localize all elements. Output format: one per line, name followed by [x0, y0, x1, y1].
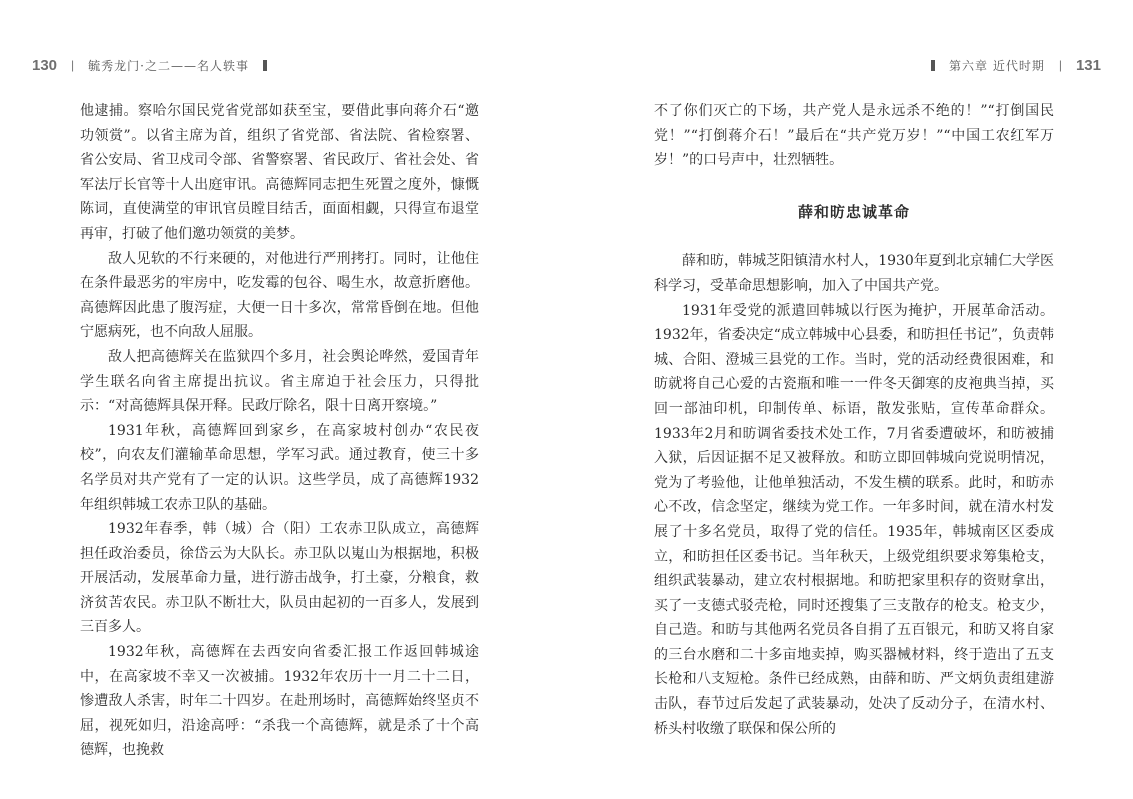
left-page [0, 0, 566, 799]
right-page-header [931, 55, 1101, 75]
right-body-text [654, 99, 1054, 741]
paragraph: 1932年春季，韩（城）合（阳）工农赤卫队成立，高德辉担任政治委员，徐岱云为大队长。赤卫队以嵬山为根据地，积极开展活动，发展革命力量，进行游击战争，打土豪，分粮食，救济贫苦农民。赤卫队不断壮大，队员由起初的一百多人，发展到三百多人。 [80, 521, 479, 636]
paragraph: 不了你们灭亡的下场，共产党人是永远杀不绝的！”“打倒国民党！”“打倒蒋介石！”最后在“共产党万岁！”“中国工农红军万岁！”的口号声中，壮烈牺牲。 [654, 103, 1054, 169]
paragraph: 敌人见软的不行来硬的，对他进行严刑拷打。同时，让他住在条件最恶劣的牢房中，吃发霉的包谷、喝生水，故意折磨他。高德辉因此患了腹泻症，大便一日十多次，常常昏倒在地。但他宁愿病死，也不向敌人屈服。 [80, 250, 479, 341]
chapter-title: 第六章 近代时期 [949, 58, 1045, 73]
header-bar-mark [263, 60, 267, 71]
paragraph: 他逮捕。察哈尔国民党省党部如获至宝，要借此事向蒋介石“邀功领赏”。以省主席为首，组织了省党部、省法院、省检察署、省公安局、省卫戍司令部、省警察署、省民政厅、省社会处、省军法厅长官等十人出庭审讯。高德辉同志把生死置之度外，慷慨陈词，直使满堂的审讯官员瞠目结舌，面面相觑，只得宣布退堂再审，打破了他们邀功领赏的美梦。 [80, 103, 479, 242]
paragraph: 敌人把高德辉关在监狱四个多月，社会舆论哗然，爱国青年学生联名向省主席提出抗议。省主席迫于社会压力，只得批示：“对高德辉具保开释。民政厅除名，限十日离开察境。” [80, 348, 479, 415]
paragraph: 1931年受党的派遣回韩城以行医为掩护，开展革命活动。1932年，省委决定“成立韩城中心县委，和昉担任书记”，负责韩城、合阳、澄城三县党的工作。当时，党的活动经费很困难，和昉就将自己心爱的古瓷瓶和唯一一件冬天御寒的皮袍典当掉，买回一部油印机，印制传单、标语，散发张贴，宣传革命群众。1933年2月和昉调省委技术处工作，7月省委遭破坏，和昉被捕入狱，后因证据不足又被释放。和昉立即回韩城向党说明情况，党为了考验他，让他单独活动，不发生横的联系。此时，和昉赤心不改，信念坚定，继续为党工作。一年多时间，就在清水村发展了十多名党员，取得了党的信任。1935年，韩城南区区委成立，和昉担任区委书记。当年秋天，上级党组织要求筹集枪支，组织武装暴动，建立农村根据地。和昉把家里积存的资财拿出，买了一支德式驳壳枪，同时还搜集了三支散存的枪支。枪支少，自己造。和昉与其他两名党员各自捐了五百银元，和昉又将自家的三台水磨和二十多亩地卖掉，购买器械材料，终于造出了五支长枪和八支短枪。条件已经成熟，由薛和昉、严文炳负责组建游击队，春节过后发起了武装暴动，处决了反动分子，在清水村、桥头村收缴了联保和保公所的 [654, 302, 1054, 737]
header-separator: | [1058, 58, 1062, 72]
paragraph: 1932年秋，高德辉在去西安向省委汇报工作返回韩城途中，在高家坡不幸又一次被捕。1932年农历十一月二十二日，惨遭敌人杀害，时年二十四岁。在赴刑场时，高德辉始终坚贞不屈，视死如归，沿途高呼：“杀我一个高德辉，就是杀了十个高德辉，也挽救 [80, 644, 479, 759]
header-separator: | [71, 58, 75, 72]
paragraph: 1931年秋，高德辉回到家乡，在高家坡村创办“农民夜校”，向农友们灌输革命思想，学军习武。通过教育，使三十多名学员对共产党有了一定的认识。这些学员，成了高德辉1932年组织韩城工农赤卫队的基础。 [80, 422, 479, 513]
header-bar-mark [931, 60, 935, 71]
page-number: 130 [32, 56, 58, 74]
left-body-text [80, 99, 479, 763]
page-number: 131 [1075, 56, 1101, 74]
right-page [566, 0, 1133, 799]
running-title: 毓秀龙门·之二——名人轶事 [88, 58, 249, 73]
paragraph: 薛和昉，韩城芝阳镇清水村人，1930年夏到北京辅仁大学医科学习，受革命思想影响，加入了中国共产党。 [654, 253, 1054, 294]
left-page-header [32, 55, 267, 75]
section-heading: 薛和昉忠诚革命 [797, 202, 910, 221]
